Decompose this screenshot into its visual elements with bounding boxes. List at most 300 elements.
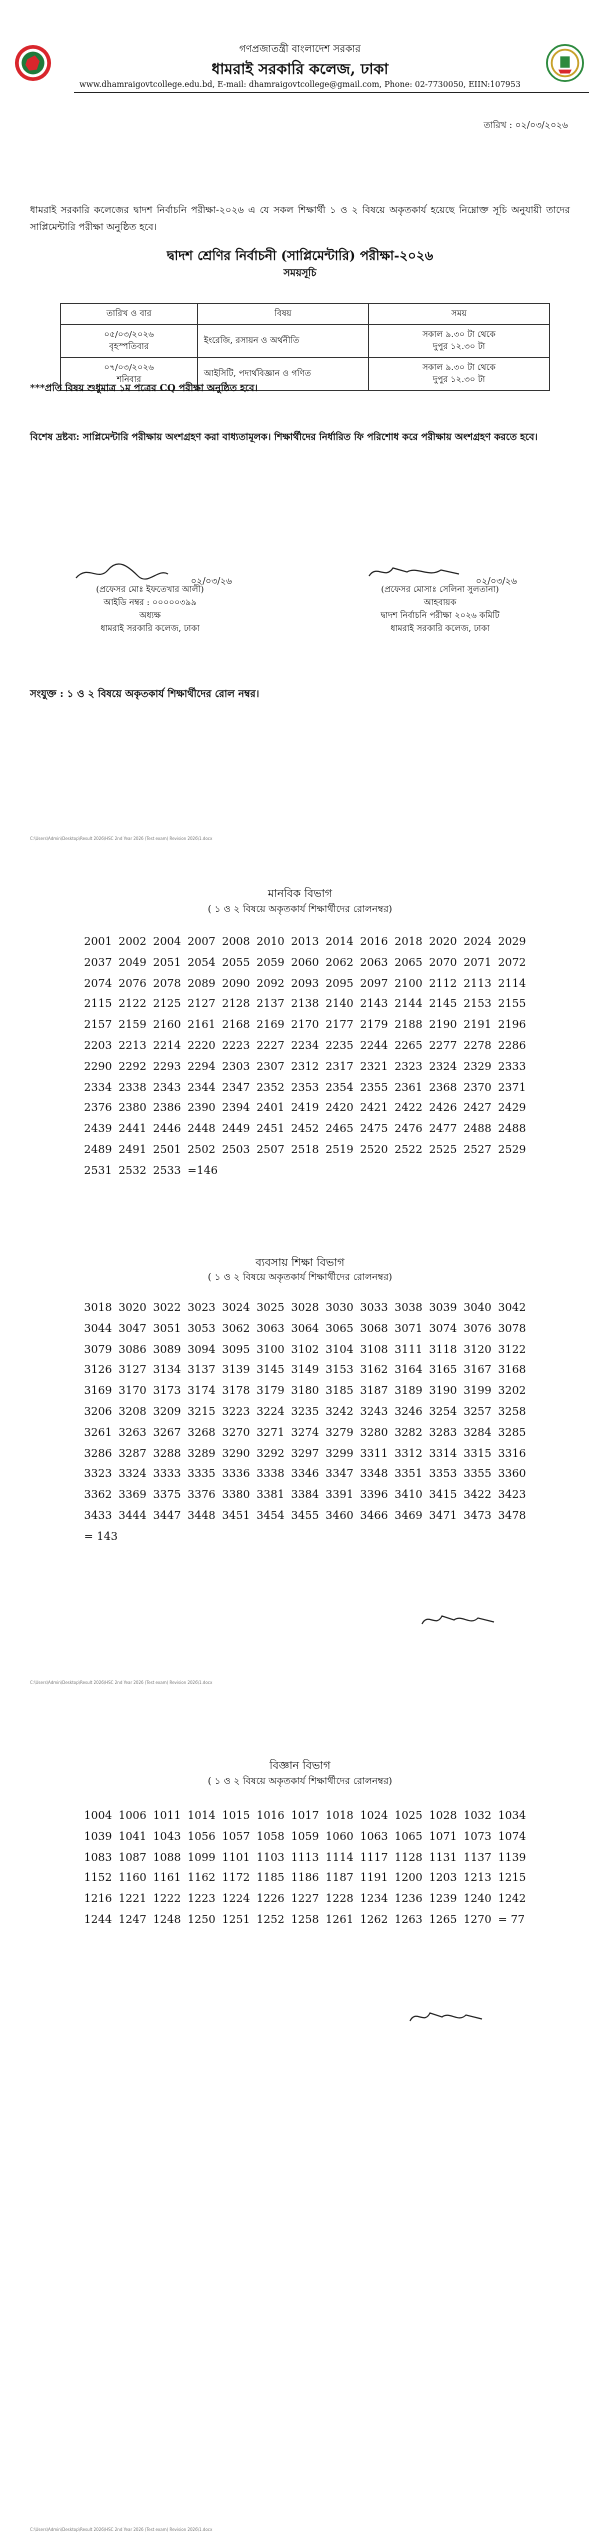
roll-number: 2065: [394, 955, 423, 969]
convener-signature-block: [320, 562, 560, 636]
roll-number: 2426: [429, 1101, 457, 1115]
roll-number: 1152: [84, 1871, 112, 1885]
roll-number: 2371: [498, 1080, 526, 1094]
roll-number: 2097: [360, 976, 388, 990]
roll-number: 3257: [463, 1404, 492, 1418]
roll-number: 3473: [463, 1508, 492, 1522]
roll-number: 1247: [118, 1912, 147, 1926]
principal-id: আইডি নম্বর : ০০০০০৩৯৯: [103, 598, 197, 608]
roll-number: 2060: [291, 955, 319, 969]
roll-row: [84, 1119, 574, 1140]
roll-number: 3410: [394, 1488, 423, 1502]
roll-number: 2024: [463, 935, 492, 948]
roll-number: 2074: [84, 976, 112, 990]
roll-number: 1088: [153, 1850, 181, 1864]
roll-number: 1087: [118, 1850, 147, 1864]
roll-number: 1074: [498, 1829, 526, 1843]
roll-number: 3137: [187, 1363, 216, 1377]
roll-number: 3100: [256, 1342, 285, 1356]
roll-number: 3173: [153, 1384, 181, 1398]
roll-number: 2078: [153, 976, 181, 990]
roll-number: 3167: [463, 1363, 492, 1377]
roll-number: 3290: [222, 1446, 250, 1460]
roll-number: 2037: [84, 955, 112, 969]
roll-number: 3199: [463, 1384, 492, 1398]
roll-number: 3168: [498, 1363, 526, 1377]
roll-number: 3355: [463, 1467, 492, 1481]
schedule-day: বৃহস্পতিবার: [109, 342, 149, 352]
roll-number: 2427: [463, 1101, 492, 1115]
roll-number: 2439: [84, 1122, 112, 1136]
cq-note: ***প্রতি বিষয় শুধুমাত্র ১ম পত্রের CQ পরীক্ষা অনুষ্ঠিত হবে।: [30, 383, 258, 394]
roll-number: 3433: [84, 1508, 112, 1522]
roll-number: 3189: [394, 1384, 423, 1398]
roll-number: 3215: [187, 1404, 216, 1418]
contact-line: www.dhamraigovtcollege.edu.bd, E-mail: dhamraigovtcollege@gmail.com, Phone: 02-7730050, EIIN:107953: [79, 80, 521, 89]
roll-number: 3063: [256, 1321, 285, 1335]
roll-number: 1162: [187, 1871, 216, 1885]
roll-number: 3311: [360, 1446, 388, 1460]
roll-row: [84, 1057, 574, 1078]
roll-number: 2072: [498, 955, 526, 969]
roll-number: 1213: [463, 1871, 492, 1885]
roll-number: 1265: [429, 1912, 457, 1926]
roll-number: 2014: [325, 935, 354, 948]
roll-row: [84, 974, 574, 995]
roll-number: 2376: [84, 1101, 112, 1115]
roll-number: 3062: [222, 1321, 250, 1335]
roll-number: 3025: [256, 1301, 285, 1314]
roll-number: 2071: [463, 955, 492, 969]
schedule-header-date: তারিখ ও বার: [61, 304, 198, 325]
roll-number: 2489: [84, 1142, 112, 1156]
roll-number: 2290: [84, 1059, 112, 1073]
roll-number: 3466: [360, 1508, 388, 1522]
science-section-title: বিজ্ঞান বিভাগ: [269, 1759, 331, 1772]
roll-number: 2303: [222, 1059, 250, 1073]
roll-number: 2214: [153, 1038, 181, 1052]
roll-number: 2278: [463, 1038, 492, 1052]
roll-number: 1041: [118, 1829, 147, 1843]
signature-icon: [406, 2007, 486, 2029]
roll-number: 3280: [360, 1425, 388, 1439]
roll-number: 1017: [291, 1809, 319, 1822]
roll-number: 1270: [463, 1912, 492, 1926]
roll-number: 2008: [222, 935, 250, 948]
roll-number: 3297: [291, 1446, 319, 1460]
roll-number: 1128: [394, 1850, 423, 1864]
roll-number: 1018: [325, 1809, 354, 1822]
file-path-footer: C:\Users\Admin\Desktop\Result 2026\HSC 2nd Year 2026 (Test exam) Revision 2026\1.docx: [30, 1680, 213, 1685]
roll-number: 1191: [360, 1871, 388, 1885]
roll-number: 3323: [84, 1467, 112, 1481]
roll-number: 2029: [498, 935, 526, 948]
convener-committee: দ্বাদশ নির্বাচনি পরীক্ষা ২০২৬ কমিটি: [380, 611, 500, 621]
roll-number: 2532: [118, 1163, 147, 1177]
roll-number: 2125: [153, 997, 181, 1011]
roll-number: 2501: [153, 1142, 181, 1156]
roll-number: 3258: [498, 1404, 526, 1418]
roll-row: [84, 994, 574, 1015]
roll-number: 2095: [325, 976, 354, 990]
roll-number: 1004: [84, 1809, 112, 1822]
roll-number: 2169: [256, 1018, 285, 1032]
roll-number: 3040: [463, 1301, 492, 1314]
roll-number: 3102: [291, 1342, 319, 1356]
roll-number: 3094: [187, 1342, 216, 1356]
roll-number: 1263: [394, 1912, 423, 1926]
convener-title: আহবায়ক: [423, 598, 457, 608]
roll-number: 1083: [84, 1850, 112, 1864]
college-name: ধামরাই সরকারি কলেজ, ঢাকা: [211, 60, 389, 78]
roll-row: [84, 1485, 574, 1506]
signature-date-left: ০২/০৩/২৬: [190, 577, 232, 587]
principal-title: অধ্যক্ষ: [139, 611, 161, 621]
roll-number: 2477: [429, 1122, 457, 1136]
roll-total: = 143: [84, 1529, 118, 1543]
roll-number: 1039: [84, 1829, 112, 1843]
letterhead: [0, 36, 600, 112]
roll-number: 3384: [291, 1488, 319, 1502]
roll-number: 2519: [325, 1142, 354, 1156]
roll-number: 2488: [498, 1122, 526, 1136]
schedule-time-start: সকাল ৯.৩০ টা থেকে: [422, 363, 496, 373]
roll-number: 3178: [222, 1384, 250, 1398]
roll-number: 1228: [325, 1892, 354, 1906]
roll-number: 3369: [118, 1488, 147, 1502]
roll-number: 1222: [153, 1892, 181, 1906]
roll-number: 2446: [153, 1122, 181, 1136]
roll-number: 1056: [187, 1829, 216, 1843]
roll-number: 2533: [153, 1163, 181, 1177]
roll-number: 3185: [325, 1384, 354, 1398]
roll-number: 1028: [429, 1809, 457, 1822]
roll-number: 2293: [153, 1059, 181, 1073]
roll-number: 3187: [360, 1384, 388, 1398]
roll-row: [84, 1527, 574, 1548]
roll-number: 2049: [118, 955, 147, 969]
roll-number: 3018: [84, 1301, 112, 1314]
roll-number: 2062: [325, 955, 354, 969]
roll-number: 2155: [498, 997, 526, 1011]
roll-number: 2488: [463, 1122, 492, 1136]
roll-number: 3030: [325, 1301, 354, 1314]
roll-number: 1011: [153, 1809, 181, 1822]
roll-number: 2421: [360, 1101, 388, 1115]
roll-number: 2002: [118, 935, 147, 948]
roll-number: 3335: [187, 1467, 216, 1481]
roll-number: 3108: [360, 1342, 388, 1356]
roll-number: 3315: [463, 1446, 492, 1460]
roll-number: 2179: [360, 1018, 388, 1032]
roll-number: 1203: [429, 1871, 457, 1885]
roll-number: 1065: [394, 1829, 423, 1843]
roll-number: 1226: [256, 1892, 285, 1906]
roll-number: 3111: [394, 1342, 423, 1356]
roll-number: 2449: [222, 1122, 250, 1136]
roll-number: 3460: [325, 1508, 354, 1522]
roll-row: [84, 1910, 574, 1931]
roll-row: [84, 1078, 574, 1099]
roll-number: 2089: [187, 976, 216, 990]
roll-number: 3351: [394, 1467, 423, 1481]
schedule-header-subject: বিষয়: [197, 304, 368, 325]
roll-number: 2177: [325, 1018, 354, 1032]
roll-number: 3024: [222, 1301, 250, 1314]
roll-number: 3283: [429, 1425, 457, 1439]
roll-number: 2143: [360, 997, 388, 1011]
roll-number: 3347: [325, 1467, 354, 1481]
roll-number: 3268: [187, 1425, 216, 1439]
roll-number: 3391: [325, 1488, 354, 1502]
signature-icon: [418, 1610, 498, 1632]
roll-number: 1161: [153, 1871, 181, 1885]
roll-number: 3223: [222, 1404, 250, 1418]
schedule-date: ০৭/০৩/২০২৬: [103, 363, 154, 373]
roll-row: [84, 1444, 574, 1465]
roll-number: 2013: [291, 935, 319, 948]
roll-number: 1186: [291, 1871, 319, 1885]
roll-number: 2525: [429, 1142, 457, 1156]
roll-number: 3312: [394, 1446, 423, 1460]
roll-number: 2093: [291, 976, 319, 990]
issue-date: তারিখ : ০২/০৩/২০২৬: [483, 121, 568, 131]
roll-number: 3396: [360, 1488, 388, 1502]
roll-number: 3448: [187, 1508, 216, 1522]
roll-number: 3038: [394, 1301, 423, 1314]
roll-number: 2004: [153, 935, 181, 948]
roll-number: 3169: [84, 1384, 112, 1398]
roll-number: 2343: [153, 1080, 181, 1094]
roll-number: 2452: [291, 1122, 319, 1136]
roll-number: 1240: [463, 1892, 492, 1906]
roll-number: 3415: [429, 1488, 457, 1502]
roll-number: 3206: [84, 1404, 112, 1418]
roll-number: 2144: [394, 997, 423, 1011]
roll-number: 2422: [394, 1101, 423, 1115]
roll-number: 2220: [187, 1038, 216, 1052]
roll-number: 3267: [153, 1425, 181, 1439]
roll-number: 3033: [360, 1301, 388, 1314]
roll-number: 1236: [394, 1892, 423, 1906]
roll-number: 1131: [429, 1850, 457, 1864]
roll-number: 2140: [325, 997, 354, 1011]
roll-number: 3338: [256, 1467, 285, 1481]
roll-number: 3451: [222, 1508, 250, 1522]
roll-number: 2196: [498, 1018, 526, 1032]
schedule-subject: আইসিটি, পদার্থবিজ্ঞান ও গণিত: [197, 358, 368, 391]
schedule-time-start: সকাল ৯.৩০ টা থেকে: [422, 330, 496, 340]
roll-number: 2321: [360, 1059, 388, 1073]
roll-row: [84, 932, 574, 953]
roll-number: 1251: [222, 1912, 250, 1926]
roll-number: 3261: [84, 1425, 112, 1439]
roll-number: 2394: [222, 1101, 250, 1115]
roll-number: 2352: [256, 1080, 285, 1094]
roll-number: 1227: [291, 1892, 319, 1906]
roll-number: 3086: [118, 1342, 147, 1356]
roll-total: =146: [187, 1163, 218, 1177]
roll-number: 2286: [498, 1038, 526, 1052]
roll-number: 1015: [222, 1809, 250, 1822]
roll-number: 2503: [222, 1142, 250, 1156]
roll-number: 1016: [256, 1809, 285, 1822]
roll-number: 1187: [325, 1871, 354, 1885]
roll-number: 3282: [394, 1425, 423, 1439]
roll-number: 2520: [360, 1142, 388, 1156]
roll-number: 3348: [360, 1467, 388, 1481]
roll-number: 1185: [256, 1871, 285, 1885]
roll-number: 3139: [222, 1363, 250, 1377]
roll-number: 3162: [360, 1363, 388, 1377]
roll-number: 2353: [291, 1080, 319, 1094]
roll-number: 2115: [84, 997, 112, 1011]
roll-number: 2277: [429, 1038, 457, 1052]
intro-paragraph: ধামরাই সরকারি কলেজের দ্বাদশ নির্বাচনি পরীক্ষা-২০২৬ এ যে সকল শিক্ষার্থী ১ ও ২ বিষয়ে অকৃতকার্য হয়েছে নিম্নোক্ত সূচি অনুযায়ী তাদের সাপ্লিমেন্টারি পরীক্ষা অনুষ্ঠিত হবে।: [30, 205, 570, 233]
roll-number: 1160: [118, 1871, 147, 1885]
roll-number: 3286: [84, 1446, 112, 1460]
roll-number: 1261: [325, 1912, 354, 1926]
schedule-time-end: দুপুর ১২.৩০ টা: [432, 342, 486, 352]
roll-number: 3028: [291, 1301, 319, 1314]
roll-number: 2441: [118, 1122, 147, 1136]
roll-number: 2531: [84, 1163, 112, 1177]
roll-number: 3316: [498, 1446, 526, 1460]
roll-number: 3292: [256, 1446, 285, 1460]
roll-number: 2292: [118, 1059, 147, 1073]
roll-number: 1099: [187, 1850, 216, 1864]
roll-number: 2361: [394, 1080, 423, 1094]
roll-number: 2127: [187, 997, 216, 1011]
header-rule: [74, 92, 589, 93]
roll-number: 3271: [256, 1425, 285, 1439]
roll-number: 2529: [498, 1142, 526, 1156]
roll-number: 1258: [291, 1912, 319, 1926]
roll-number: 2312: [291, 1059, 319, 1073]
signature-scribble-left: [30, 562, 270, 587]
roll-number: 3285: [498, 1425, 526, 1439]
roll-number: 1034: [498, 1809, 526, 1822]
enclosure-line: সংযুক্ত : ১ ও ২ বিষয়ে অকৃতকার্য শিক্ষার্থীদের রোল নম্বর।: [30, 689, 260, 700]
special-note: বিশেষ দ্রষ্টব্য: সাপ্লিমেন্টারি পরীক্ষায় অংশগ্রহণ করা বাধ্যতামূলক। শিক্ষার্থীদের নির্ধারিত ফি পরিশোধ করে পরীক্ষায় অংশগ্রহণ করতে হবে।: [30, 432, 538, 443]
roll-row: [84, 1319, 574, 1340]
roll-number: 2128: [222, 997, 250, 1011]
roll-number: 2054: [187, 955, 216, 969]
roll-row: [84, 1848, 574, 1869]
roll-number: 2475: [360, 1122, 388, 1136]
roll-number: 2317: [325, 1059, 354, 1073]
file-path-footer: C:\Users\Admin\Desktop\Result 2026\HSC 2nd Year 2026 (Test exam) Revision 2026\1.docx: [30, 836, 213, 841]
roll-number: 3289: [187, 1446, 216, 1460]
college-logo-icon: [546, 44, 584, 82]
roll-number: 2213: [118, 1038, 147, 1052]
roll-number: 1057: [222, 1829, 250, 1843]
roll-number: 2016: [360, 935, 388, 948]
roll-number: 2235: [325, 1038, 354, 1052]
roll-number: 2010: [256, 935, 285, 948]
roll-number: 1216: [84, 1892, 112, 1906]
roll-number: 1223: [187, 1892, 216, 1906]
roll-number: 2333: [498, 1059, 526, 1073]
roll-number: 2138: [291, 997, 319, 1011]
roll-number: 3064: [291, 1321, 319, 1335]
roll-number: 3145: [256, 1363, 285, 1377]
roll-number: 2018: [394, 935, 423, 948]
roll-number: 3127: [118, 1363, 147, 1377]
roll-number: 3164: [394, 1363, 423, 1377]
roll-number: 1024: [360, 1809, 388, 1822]
roll-number: 3153: [325, 1363, 354, 1377]
roll-number: 1073: [463, 1829, 492, 1843]
roll-number: 1059: [291, 1829, 319, 1843]
roll-number: 3246: [394, 1404, 423, 1418]
signature-scribble-right: [320, 562, 560, 587]
roll-number: 2161: [187, 1018, 216, 1032]
roll-number: 2070: [429, 955, 457, 969]
roll-number: 3455: [291, 1508, 319, 1522]
schedule-date-cell: [61, 325, 198, 358]
convener-org: ধামরাই সরকারি কলেজ, ঢাকা: [390, 624, 490, 634]
roll-number: 3254: [429, 1404, 457, 1418]
roll-number: 2329: [463, 1059, 492, 1073]
roll-number: 2307: [256, 1059, 285, 1073]
business-roll-list: [84, 1298, 574, 1548]
roll-number: 1014: [187, 1809, 216, 1822]
roll-number: 3333: [153, 1467, 181, 1481]
roll-number: 2051: [153, 955, 181, 969]
roll-number: 2380: [118, 1101, 147, 1115]
roll-number: 1139: [498, 1850, 526, 1864]
roll-number: 2344: [187, 1080, 216, 1094]
roll-number: 1234: [360, 1892, 388, 1906]
principal-signature-block: [30, 562, 270, 636]
schedule-day: শনিবার: [116, 375, 142, 385]
roll-row: [84, 1015, 574, 1036]
roll-number: 3360: [498, 1467, 526, 1481]
table-row: [61, 325, 550, 358]
schedule-header-row: [61, 304, 550, 325]
roll-number: 2347: [222, 1080, 250, 1094]
roll-number: 2386: [153, 1101, 181, 1115]
principal-org: ধামরাই সরকারি কলেজ, ঢাকা: [100, 624, 200, 634]
roll-number: 3118: [429, 1342, 457, 1356]
roll-number: 2007: [187, 935, 216, 948]
roll-number: 2518: [291, 1142, 319, 1156]
roll-number: 1200: [394, 1871, 423, 1885]
roll-number: 3469: [394, 1508, 423, 1522]
roll-number: 3022: [153, 1301, 181, 1314]
roll-number: 3346: [291, 1467, 319, 1481]
roll-number: 1071: [429, 1829, 457, 1843]
roll-number: 2429: [498, 1101, 526, 1115]
roll-number: 3288: [153, 1446, 181, 1460]
science-section-subtitle: ( ১ ও ২ বিষয়ে অকৃতকার্য শিক্ষার্থীদের রোলনম্বর): [207, 1776, 393, 1787]
roll-number: 2527: [463, 1142, 492, 1156]
humanities-section-subtitle: ( ১ ও ২ বিষয়ে অকৃতকার্য শিক্ষার্থীদের রোলনম্বর): [207, 904, 393, 915]
roll-number: 2114: [498, 976, 526, 990]
roll-number: 3208: [118, 1404, 147, 1418]
roll-row: [84, 1161, 574, 1182]
roll-number: 2227: [256, 1038, 285, 1052]
roll-number: 2465: [325, 1122, 354, 1136]
roll-number: 3471: [429, 1508, 457, 1522]
roll-row: [84, 953, 574, 974]
roll-number: 2063: [360, 955, 388, 969]
roll-number: 2190: [429, 1018, 457, 1032]
roll-number: 3447: [153, 1508, 181, 1522]
roll-number: 3263: [118, 1425, 147, 1439]
roll-number: 2100: [394, 976, 423, 990]
